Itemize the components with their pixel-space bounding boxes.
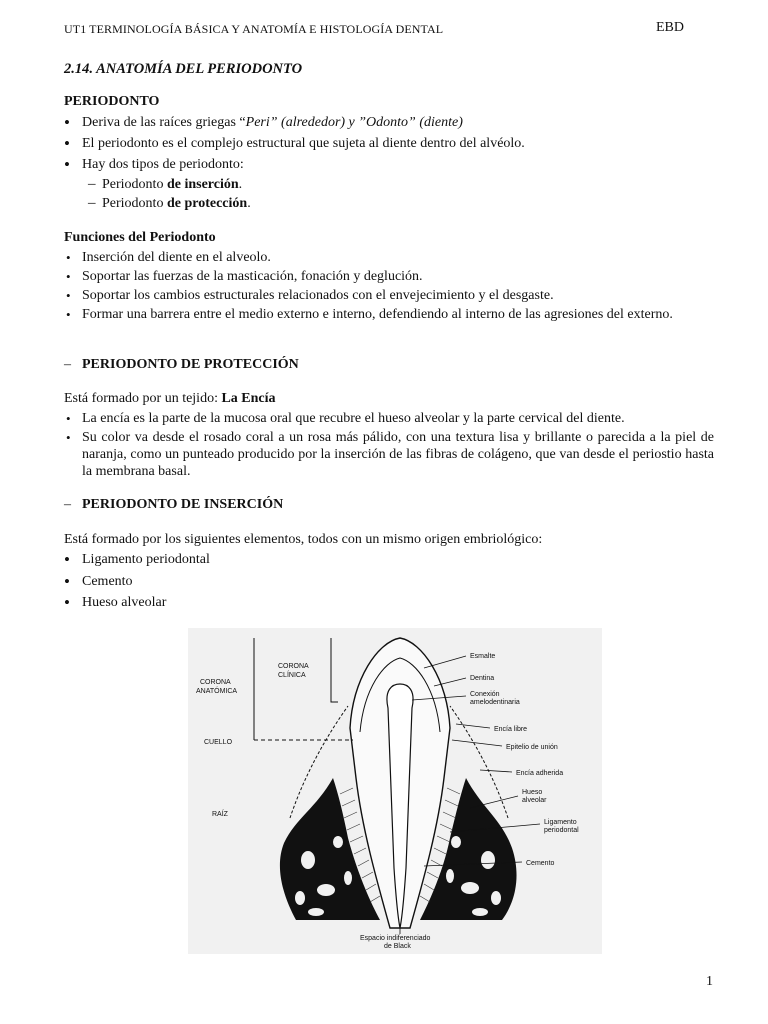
label-ligamento-1: Ligamento — [544, 819, 577, 826]
periodontium-diagram — [188, 628, 602, 954]
sub-bold: de inserción — [166, 177, 239, 192]
bullet: • — [64, 134, 70, 153]
bullet: • — [64, 155, 70, 174]
funciones-item-4: Formar una barrera entre el medio externo e interno, defendiendo al interno de las agresiones del externo. — [82, 307, 673, 322]
label-corona-clinica-1: CORONA — [278, 663, 309, 670]
label-conexion-2: amelodentinaria — [470, 699, 520, 706]
sub-text: Periodonto — [102, 177, 167, 192]
label-encia-adherida: Encía adherida — [516, 770, 564, 777]
label-corona-anatomica-1: CORONA — [200, 679, 231, 686]
sub-text: Periodonto — [102, 196, 167, 211]
label-raiz: RAÍZ — [212, 811, 228, 818]
periodontium-figure — [188, 628, 602, 954]
intro-text: Está formado por un tejido: — [64, 391, 222, 406]
bullet: • — [66, 430, 71, 445]
label-esmalte: Esmalte — [470, 653, 496, 660]
label-conexion-1: Conexión — [470, 691, 500, 698]
corona-clinica-bracket — [331, 638, 338, 702]
label-cuello: CUELLO — [204, 739, 233, 746]
label-corona-anatomica-2: ANATÓMICA — [196, 688, 238, 695]
bullet: • — [64, 593, 70, 612]
bullet: • — [66, 269, 71, 284]
proteccion-heading: PERIODONTO DE PROTECCIÓN — [82, 357, 299, 372]
periodonto-sub-2 — [102, 195, 251, 212]
label-espacio-1: Espacio indiferenciado — [360, 935, 431, 942]
label-hueso-alveolar-1: Hueso — [522, 789, 543, 796]
insercion-intro: Está formado por los siguientes elementos, todos con un mismo origen embriológico: — [64, 532, 543, 547]
label-ligamento-2: periodontal — [544, 827, 579, 834]
sub-end: . — [247, 196, 251, 211]
periodonto-heading: PERIODONTO — [64, 94, 160, 109]
funciones-item-3: Soportar los cambios estructurales relacionados con el envejecimiento y el desgaste. — [82, 288, 554, 303]
sub-dash: – — [88, 176, 96, 192]
insercion-item-2: Cemento — [82, 574, 133, 589]
label-encia-libre: Encía libre — [494, 726, 528, 733]
periodonto-bullet-1 — [82, 114, 463, 131]
section-title: 2.14. ANATOMÍA DEL PERIODONTO — [64, 61, 303, 77]
periodonto-bullet-3: Hay dos tipos de periodonto: — [82, 157, 244, 172]
bullet-text: Deriva de las raíces griegas “ — [82, 115, 246, 130]
etymology-italic: Peri” (alrededor) y ”Odonto” (diente) — [245, 115, 463, 130]
bullet: • — [66, 307, 71, 322]
bullet: • — [66, 250, 71, 265]
proteccion-item-2: Su color va desde el rosado coral a un rosa más pálido, con una textura lisa y brillante o parecida a la piel de naranja, como un punteado producido por la inserción de las fibras de colágeno, que van desde el periostio hasta la membrana basal. — [82, 430, 714, 479]
section-dash: – — [64, 357, 71, 372]
insercion-heading: PERIODONTO DE INSERCIÓN — [82, 497, 284, 512]
funciones-heading: Funciones del Periodonto — [64, 230, 216, 245]
sub-end: . — [238, 177, 243, 192]
label-hueso-alveolar-2: alveolar — [522, 797, 547, 804]
bullet: • — [64, 550, 70, 569]
bullet: • — [66, 288, 71, 303]
page-number: 1 — [706, 974, 713, 989]
bullet: • — [64, 572, 70, 591]
funciones-item-2: Soportar las fuerzas de la masticación, fonación y deglución. — [82, 269, 423, 284]
intro-bold: La Encía — [221, 391, 276, 406]
section-dash: – — [64, 497, 71, 512]
periodonto-sub-1 — [102, 176, 242, 193]
funciones-item-1: Inserción del diente en el alveolo. — [82, 250, 271, 265]
insercion-item-3: Hueso alveolar — [82, 595, 167, 610]
label-corona-clinica-2: CLÍNICA — [278, 672, 306, 679]
sub-dash: – — [88, 195, 96, 211]
header-ebd: EBD — [656, 20, 684, 35]
periodonto-bullet-2: El periodonto es el complejo estructural que sujeta al diente dentro del alvéolo. — [82, 136, 525, 151]
sub-bold: de protección — [166, 196, 248, 211]
proteccion-item-1: La encía es la parte de la mucosa oral que recubre el hueso alveolar y la parte cervical del diente. — [82, 411, 625, 426]
bullet: • — [66, 411, 71, 426]
label-dentina: Dentina — [470, 675, 495, 682]
label-espacio-2: de Black — [384, 943, 411, 950]
bullet: • — [64, 113, 70, 132]
label-epitelio-union: Epitelio de unión — [506, 744, 558, 751]
running-header: UT1 TERMINOLOGÍA BÁSICA Y ANATOMÍA E HISTOLOGÍA DENTAL — [64, 22, 444, 36]
proteccion-intro — [64, 390, 276, 407]
insercion-item-1: Ligamento periodontal — [82, 552, 210, 567]
label-cemento: Cemento — [526, 860, 555, 867]
